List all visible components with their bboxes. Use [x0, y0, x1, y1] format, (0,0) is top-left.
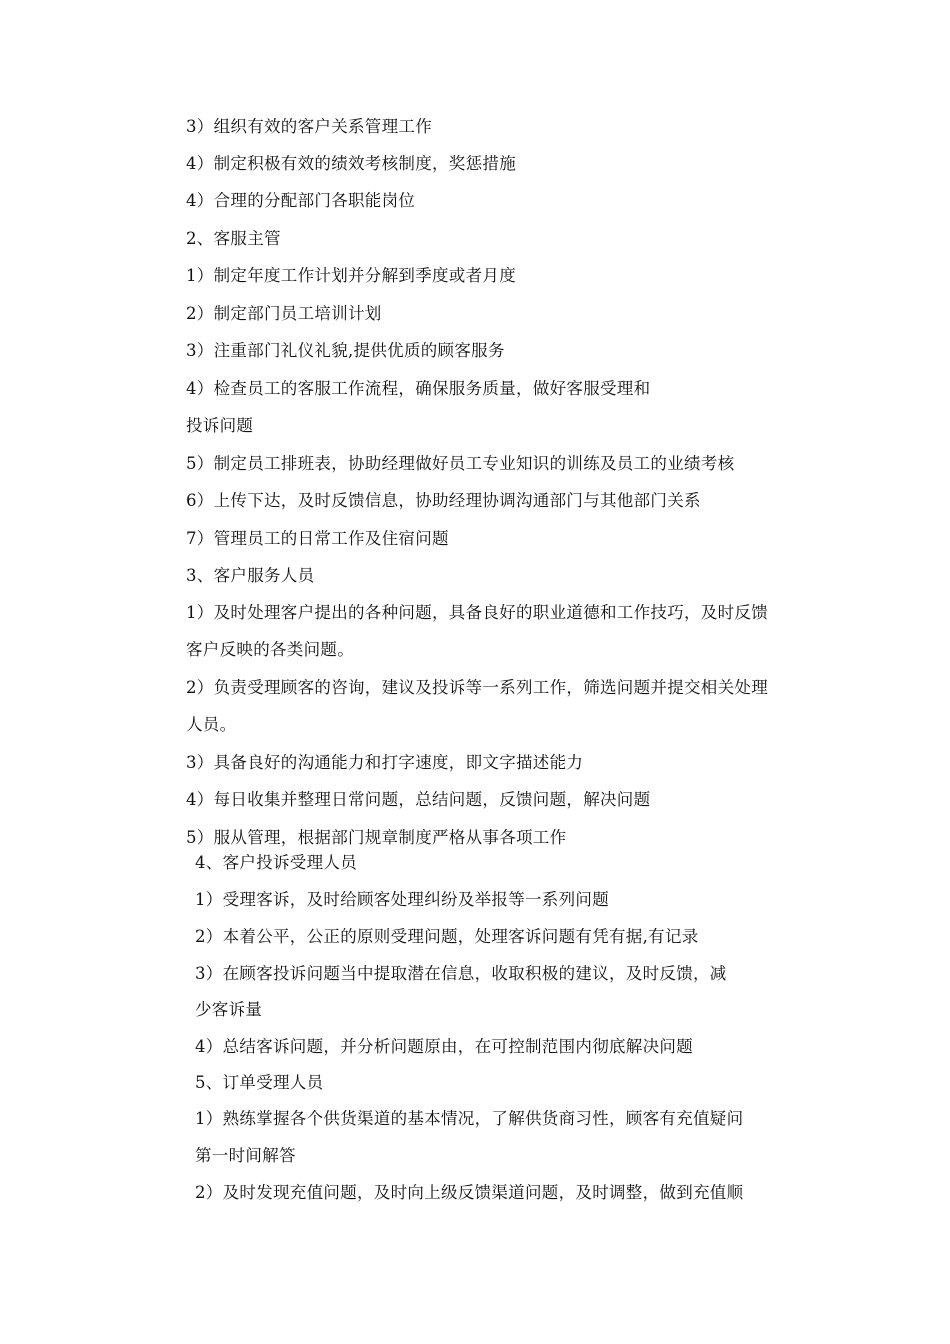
- text-line-continuation: 投诉问题: [186, 416, 254, 435]
- text-line: 3）具备良好的沟通能力和打字速度，即文字描述能力: [186, 753, 584, 772]
- text-line-continuation: 人员。: [186, 715, 237, 734]
- text-line: 4）检查员工的客服工作流程，确保服务质量，做好客服受理和: [186, 379, 651, 398]
- text-line: 2）负责受理顾客的咨询，建议及投诉等一系列工作，筛选问题并提交相关处理: [186, 678, 768, 697]
- text-line: 1）熟练掌握各个供货渠道的基本情况，了解供货商习性，顾客有充值疑问: [195, 1109, 744, 1128]
- text-line: 5）服从管理，根据部门规章制度严格从事各项工作: [186, 828, 567, 847]
- text-line: 3）在顾客投诉问题当中提取潜在信息，收取积极的建议，及时反馈，减: [195, 964, 727, 983]
- text-line: 5）制定员工排班表，协助经理做好员工专业知识的训练及员工的业绩考核: [186, 454, 735, 473]
- text-line: 1）制定年度工作计划并分解到季度或者月度: [186, 266, 516, 285]
- text-line: 4）合理的分配部门各职能岗位: [186, 191, 416, 210]
- text-line: 4）总结客诉问题，并分析问题原由，在可控制范围内彻底解决问题: [195, 1037, 693, 1056]
- section-heading: 4、客户投诉受理人员: [195, 853, 357, 872]
- text-line: 7）管理员工的日常工作及住宿问题: [186, 529, 449, 548]
- text-line: 6）上传下达，及时反馈信息，协助经理协调沟通部门与其他部门关系: [186, 491, 701, 510]
- text-line: 1）受理客诉，及时给顾客处理纠纷及举报等一系列问题: [195, 890, 609, 909]
- text-line: 3）注重部门礼仪礼貌,提供优质的顾客服务: [186, 341, 505, 360]
- text-line-continuation: 少客诉量: [195, 1000, 263, 1019]
- section-heading: 2、客服主管: [186, 229, 281, 248]
- text-line: 4）制定积极有效的绩效考核制度，奖惩措施: [186, 154, 516, 173]
- text-line-continuation: 客户反映的各类问题。: [186, 640, 354, 659]
- section-heading: 3、客户服务人员: [186, 566, 315, 585]
- text-line: 4）每日收集并整理日常问题，总结问题，反馈问题，解决问题: [186, 790, 651, 809]
- text-line: 2）及时发现充值问题，及时向上级反馈渠道问题，及时调整，做到充值顺: [195, 1183, 744, 1202]
- text-line: 3）组织有效的客户关系管理工作: [186, 117, 432, 136]
- text-line: 1）及时处理客户提出的各种问题，具备良好的职业道德和工作技巧，及时反馈: [186, 603, 768, 622]
- text-line-continuation: 第一时间解答: [195, 1146, 296, 1165]
- text-line: 2）制定部门员工培训计划: [186, 304, 382, 323]
- section-heading: 5、订单受理人员: [195, 1073, 324, 1092]
- text-line: 2）本着公平，公正的原则受理问题，处理客诉问题有凭有据,有记录: [195, 927, 699, 946]
